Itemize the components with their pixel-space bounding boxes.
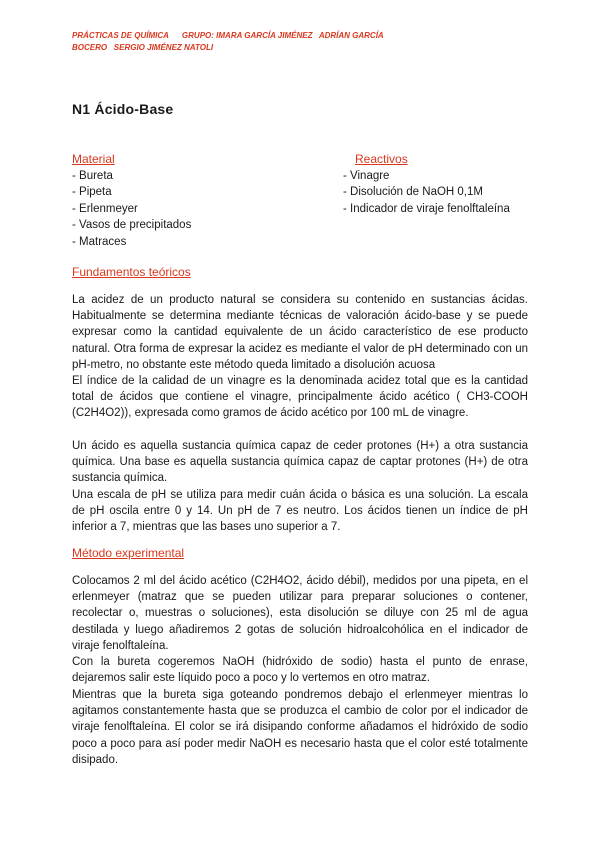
fundamentos-paragraph-2: El índice de la calidad de un vinagre es la denominada acidez total que es la cantidad total de ácidos que contiene el vinagre, principalmente ácido acético ( CH3-COOH (C2H4O2)), expresada como gramos de ácido acético por 100 mL de vinagre. <box>72 375 528 420</box>
list-item: - Disolución de NaOH 0,1M <box>343 186 483 199</box>
metodo-paragraph-1: Colocamos 2 ml del ácido acético (C2H4O2, ácido débil), medidos por una pipeta, en el erlenmeyer (matraz que se pueden utilizar para preparar soluciones o contener, recolectar o, muestras o soluciones), esta disolución se diluye con 25 ml de agua destilada y luego añadiremos 2 gotas de solución hidroalcohólica en el indicador de viraje fenolftaleína. <box>72 575 528 652</box>
reactivos-heading: Reactivos <box>355 152 408 166</box>
material-list <box>72 168 191 250</box>
header-line-1: PRÁCTICAS DE QUÍMICA GRUPO: IMARA GARCÍA JIMÉNEZ ADRÍAN GARCÍA <box>72 31 384 40</box>
list-item: - Vasos de precipitados <box>72 219 192 232</box>
document-title: N1 Ácido-Base <box>72 101 174 117</box>
page-header <box>72 30 542 54</box>
material-heading: Material <box>72 152 115 166</box>
list-item: - Matraces <box>72 235 127 248</box>
list-item: - Indicador de viraje fenolftaleína <box>343 202 510 215</box>
list-item: - Pipeta <box>72 186 112 199</box>
fundamentos-paragraph-3: Un ácido es aquella sustancia química capaz de ceder protones (H+) a otra sustancia química. Una base es aquella sustancia química capaz de captar protones (H+) de otra sustancia química. <box>72 440 528 485</box>
header-line-2: BOCERO SERGIO JIMÉNEZ NATOLI <box>72 43 214 52</box>
list-item: - Erlenmeyer <box>72 202 138 215</box>
metodo-paragraph-3: Mientras que la bureta siga goteando pondremos debajo el erlenmeyer mientras lo agitamos constantemente hasta que se produzca el cambio de color por el indicador de viraje fenolftaleína. El color se irá disipando conforme añadamos el hidróxido de sodio poco a poco para así poder medir NaOH es necesario hasta que el color esté totalmente disipado. <box>72 689 528 766</box>
metodo-heading: Método experimental <box>72 546 185 560</box>
metodo-paragraph-2: Con la bureta cogeremos NaOH (hidróxido de sodio) hasta el punto de enrase, dejaremos salir este líquido poco a poco y lo vertemos en otro matraz. <box>72 656 528 685</box>
fundamentos-heading: Fundamentos teóricos <box>72 265 191 279</box>
fundamentos-paragraph-1: La acidez de un producto natural se considera su contenido en sustancias ácidas. Habitualmente se determina mediante técnicas de valoración ácido-base y se puede expresar como la cantidad equivalente de un ácido característico de ese producto natural. Otra forma de expresar la acidez es mediante el valor de pH determinado con un pH-metro, no obstante este método queda limitado a disolución acuosa <box>72 294 528 371</box>
reactivos-list <box>343 168 510 217</box>
fundamentos-paragraph-4: Una escala de pH se utiliza para medir cuán ácida o básica es una solución. La escala de pH oscila entre 0 y 14. Un pH de 7 es neutro. Los ácidos tienen un índice de pH inferior a 7, mientras que las bases uno superior a 7. <box>72 489 528 534</box>
list-item: - Bureta <box>72 170 113 182</box>
list-item: - Vinagre <box>343 170 390 182</box>
